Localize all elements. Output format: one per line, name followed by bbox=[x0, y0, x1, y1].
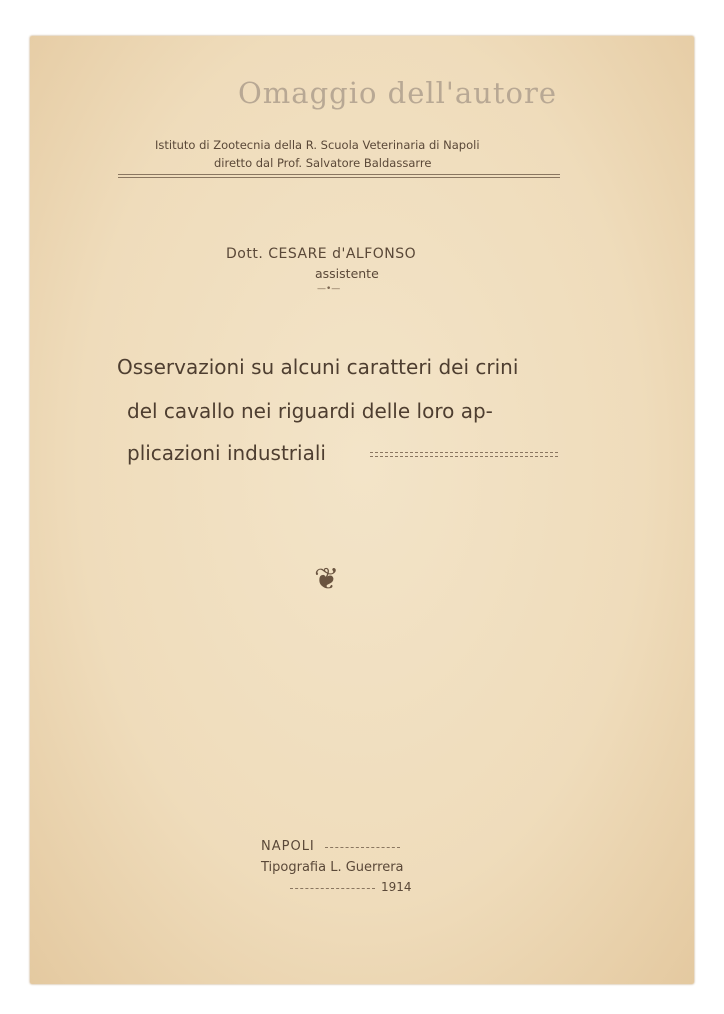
title-line-1: Osservazioni su alcuni caratteri dei crini bbox=[117, 355, 519, 379]
director-line: diretto dal Prof. Salvatore Baldassarre bbox=[214, 156, 432, 170]
floral-ornament-icon: ❦ bbox=[314, 562, 340, 597]
institute-line: Istituto di Zootecnia della R. Scuola Veterinaria di Napoli bbox=[155, 138, 480, 152]
publisher: Tipografia L. Guerrera bbox=[261, 860, 404, 875]
book-cover bbox=[30, 36, 694, 984]
title-line-2: del cavallo nei riguardi delle loro ap- bbox=[127, 399, 493, 423]
divider bbox=[118, 174, 560, 175]
small-ornament: —•— bbox=[317, 284, 341, 294]
title-line-3: plicazioni industriali bbox=[127, 441, 326, 465]
year: 1914 bbox=[381, 880, 412, 894]
title-fill-line bbox=[370, 452, 558, 453]
dedication-stamp: Omaggio dell'autore bbox=[238, 76, 557, 110]
author-role: assistente bbox=[315, 266, 379, 281]
title-fill-line bbox=[370, 456, 558, 457]
city: NAPOLI bbox=[261, 839, 315, 854]
author-name: Dott. CESARE d'ALFONSO bbox=[226, 246, 417, 262]
divider bbox=[118, 177, 560, 178]
fill-line bbox=[290, 888, 375, 889]
fill-line bbox=[325, 847, 400, 848]
